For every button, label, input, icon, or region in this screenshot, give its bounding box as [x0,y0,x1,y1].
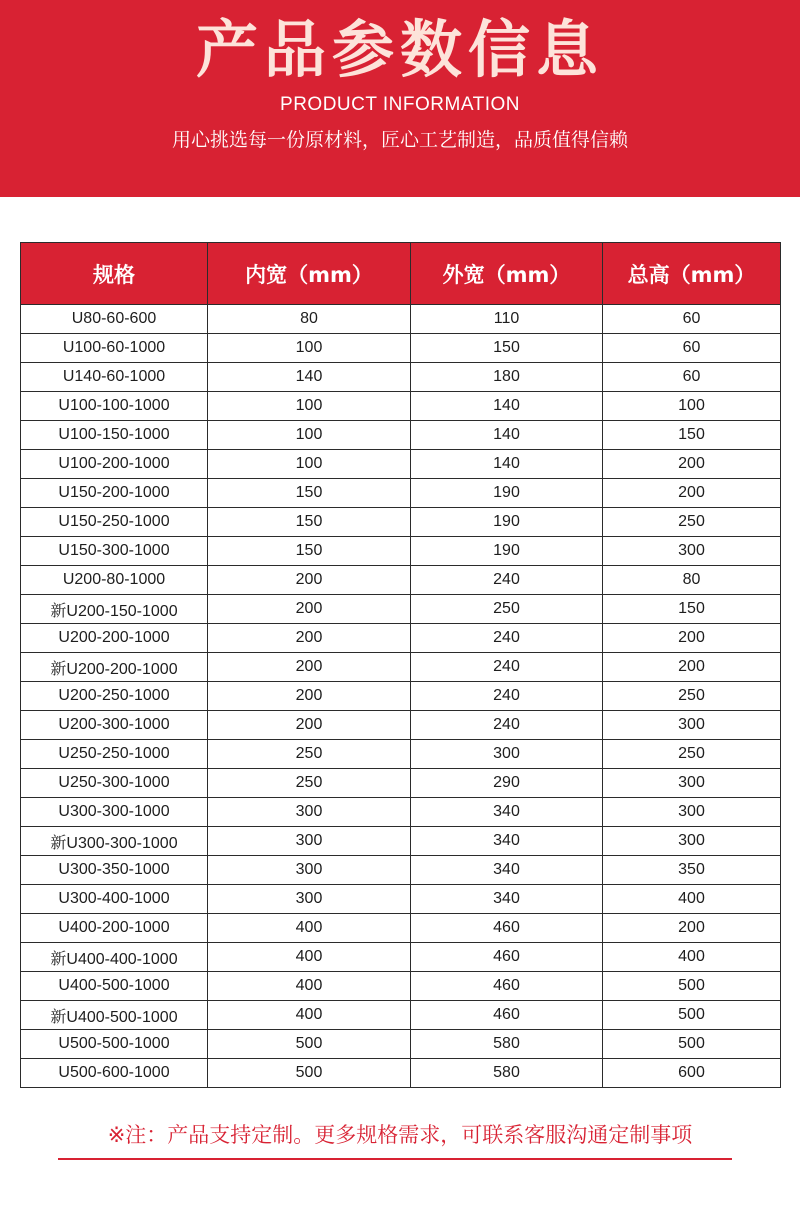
table-row [21,682,781,711]
cell-outer-width: 460 [411,1001,603,1030]
table-row [21,363,781,392]
cell-outer-width: 290 [411,769,603,798]
cell-outer-width: 340 [411,856,603,885]
column-header-inner-width: 内宽（mm） [208,243,411,305]
cell-inner-width: 300 [208,798,411,827]
cell-outer-width: 240 [411,653,603,682]
cell-total-height: 500 [603,972,781,1001]
cell-outer-width: 300 [411,740,603,769]
cell-inner-width: 140 [208,363,411,392]
cell-total-height: 300 [603,769,781,798]
table-row [21,1030,781,1059]
cell-outer-width: 340 [411,798,603,827]
cell-inner-width: 200 [208,682,411,711]
cell-spec: U400-200-1000 [21,914,208,943]
table-row [21,711,781,740]
cell-total-height: 250 [603,740,781,769]
cell-total-height: 350 [603,856,781,885]
cell-total-height: 200 [603,450,781,479]
cell-total-height: 200 [603,914,781,943]
cell-spec: U300-400-1000 [21,885,208,914]
cell-outer-width: 140 [411,450,603,479]
table-row [21,1059,781,1088]
table-row [21,334,781,363]
table-row [21,653,781,682]
cell-inner-width: 150 [208,479,411,508]
page-title: 产品参数信息 [195,13,604,86]
spec-table [20,242,781,1088]
cell-inner-width: 200 [208,595,411,624]
slogan: 用心挑选每一份原材料，匠心工艺制造，品质值得信赖 [171,129,628,151]
table-header-row [21,243,781,305]
page-subtitle: PRODUCT INFORMATION [280,94,520,115]
cell-total-height: 200 [603,624,781,653]
cell-spec: U250-250-1000 [21,740,208,769]
cell-inner-width: 400 [208,1001,411,1030]
cell-total-height: 400 [603,943,781,972]
cell-outer-width: 250 [411,595,603,624]
cell-outer-width: 190 [411,479,603,508]
table-row [21,450,781,479]
cell-inner-width: 200 [208,653,411,682]
cell-spec: U200-300-1000 [21,711,208,740]
cell-inner-width: 300 [208,827,411,856]
cell-outer-width: 180 [411,363,603,392]
cell-total-height: 80 [603,566,781,595]
table-row [21,943,781,972]
cell-outer-width: 190 [411,508,603,537]
cell-total-height: 400 [603,885,781,914]
table-row [21,508,781,537]
cell-total-height: 600 [603,1059,781,1088]
cell-outer-width: 240 [411,682,603,711]
cell-outer-width: 240 [411,711,603,740]
cell-spec: U100-60-1000 [21,334,208,363]
cell-inner-width: 400 [208,943,411,972]
cell-spec: U300-350-1000 [21,856,208,885]
table-row [21,537,781,566]
cell-outer-width: 340 [411,827,603,856]
cell-outer-width: 580 [411,1059,603,1088]
cell-spec: U80-60-600 [21,305,208,334]
cell-total-height: 300 [603,798,781,827]
cell-inner-width: 300 [208,856,411,885]
cell-spec: 新U400-500-1000 [21,1001,208,1030]
cell-spec: U300-300-1000 [21,798,208,827]
cell-outer-width: 340 [411,885,603,914]
cell-total-height: 150 [603,595,781,624]
table-row [21,479,781,508]
header-banner [0,0,800,197]
cell-inner-width: 150 [208,537,411,566]
cell-inner-width: 250 [208,769,411,798]
table-row [21,914,781,943]
cell-outer-width: 140 [411,392,603,421]
cell-total-height: 300 [603,537,781,566]
cell-spec: U140-60-1000 [21,363,208,392]
cell-spec: 新U300-300-1000 [21,827,208,856]
cell-outer-width: 460 [411,914,603,943]
table-row [21,885,781,914]
cell-outer-width: 140 [411,421,603,450]
cell-outer-width: 150 [411,334,603,363]
cell-inner-width: 100 [208,334,411,363]
table-row [21,740,781,769]
cell-spec: U200-250-1000 [21,682,208,711]
cell-inner-width: 100 [208,392,411,421]
cell-inner-width: 250 [208,740,411,769]
table-row [21,798,781,827]
cell-total-height: 60 [603,363,781,392]
cell-spec: U200-200-1000 [21,624,208,653]
cell-outer-width: 240 [411,566,603,595]
cell-total-height: 200 [603,479,781,508]
cell-spec: U150-300-1000 [21,537,208,566]
table-row [21,972,781,1001]
column-header-total-height: 总高（mm） [603,243,781,305]
cell-spec: 新U200-200-1000 [21,653,208,682]
table-row [21,827,781,856]
cell-outer-width: 460 [411,972,603,1001]
cell-inner-width: 200 [208,566,411,595]
cell-total-height: 300 [603,827,781,856]
cell-inner-width: 500 [208,1059,411,1088]
cell-total-height: 300 [603,711,781,740]
cell-spec: U400-500-1000 [21,972,208,1001]
cell-total-height: 60 [603,305,781,334]
cell-total-height: 150 [603,421,781,450]
cell-inner-width: 100 [208,450,411,479]
cell-inner-width: 100 [208,421,411,450]
cell-spec: 新U200-150-1000 [21,595,208,624]
cell-spec: 新U400-400-1000 [21,943,208,972]
table-row [21,769,781,798]
column-header-spec: 规格 [21,243,208,305]
cell-outer-width: 110 [411,305,603,334]
cell-inner-width: 500 [208,1030,411,1059]
cell-outer-width: 240 [411,624,603,653]
cell-spec: U100-150-1000 [21,421,208,450]
table-row [21,595,781,624]
cell-outer-width: 580 [411,1030,603,1059]
table-row [21,1001,781,1030]
column-header-outer-width: 外宽（mm） [411,243,603,305]
cell-inner-width: 80 [208,305,411,334]
cell-inner-width: 400 [208,972,411,1001]
table-row [21,856,781,885]
cell-inner-width: 200 [208,711,411,740]
cell-total-height: 500 [603,1001,781,1030]
table-row [21,392,781,421]
cell-inner-width: 200 [208,624,411,653]
cell-total-height: 250 [603,682,781,711]
table-row [21,421,781,450]
note-underline [58,1158,732,1160]
cell-spec: U150-200-1000 [21,479,208,508]
cell-spec: U100-200-1000 [21,450,208,479]
custom-note: ※注：产品支持定制。更多规格需求，可联系客服沟通定制事项 [107,1123,693,1147]
cell-total-height: 500 [603,1030,781,1059]
cell-spec: U100-100-1000 [21,392,208,421]
cell-spec: U250-300-1000 [21,769,208,798]
table-row [21,305,781,334]
cell-total-height: 200 [603,653,781,682]
cell-outer-width: 460 [411,943,603,972]
cell-inner-width: 150 [208,508,411,537]
cell-total-height: 60 [603,334,781,363]
cell-spec: U200-80-1000 [21,566,208,595]
cell-inner-width: 400 [208,914,411,943]
table-body [21,305,781,1088]
table-row [21,566,781,595]
cell-spec: U150-250-1000 [21,508,208,537]
cell-spec: U500-600-1000 [21,1059,208,1088]
cell-total-height: 100 [603,392,781,421]
cell-spec: U500-500-1000 [21,1030,208,1059]
cell-total-height: 250 [603,508,781,537]
table-row [21,624,781,653]
cell-inner-width: 300 [208,885,411,914]
cell-outer-width: 190 [411,537,603,566]
